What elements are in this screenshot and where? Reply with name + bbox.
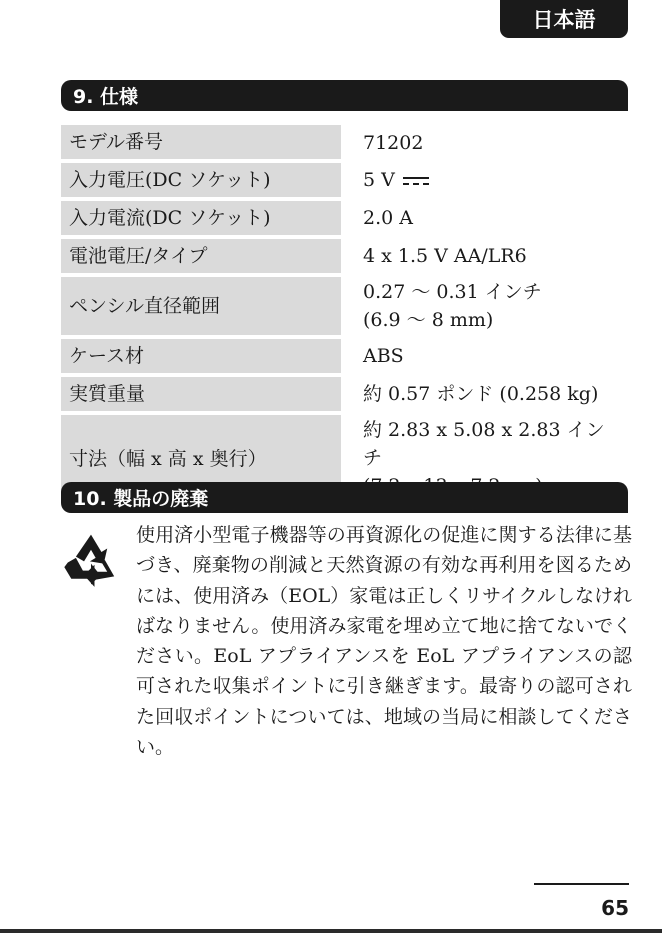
spec-value <box>341 125 628 161</box>
footer-rule <box>534 883 629 885</box>
spec-key: 実質重量 <box>61 375 341 413</box>
spec-row <box>61 237 628 275</box>
spec-value-line: 4 x 1.5 V AA/LR6 <box>363 245 527 267</box>
disposal-text: 使用済小型電子機器等の再資源化の促進に関する法律に基づき、廃棄物の削減と天然資源の有効な再利用を図るためには、使用済み（EOL）家電は正しくリサイクルしなければなりません。使用済み家電を埋め立て地に捨てないでください。EoL アプライアンスを EoL アプライアンスの認可された収集ポイントに引き継ぎます。最寄りの認可された回収ポイントについては、地域の当局に相談してください。 <box>136 524 632 759</box>
spec-value <box>341 237 628 275</box>
spec-value-line: 2.0 A <box>363 207 413 229</box>
spec-value <box>341 337 628 375</box>
recycle-icon <box>62 530 120 588</box>
spec-row <box>61 337 628 375</box>
spec-value-line: 71202 <box>363 132 424 154</box>
spec-row <box>61 375 628 413</box>
spec-row <box>61 125 628 161</box>
spec-value-line: (6.9 ～ 8 mm) <box>363 309 494 331</box>
section-9-title: 9. 仕様 <box>61 80 628 111</box>
spec-value <box>341 161 628 199</box>
section-10-title: 10. 製品の廃棄 <box>61 482 628 513</box>
spec-key: ペンシル直径範囲 <box>61 275 341 337</box>
spec-key: モデル番号 <box>61 125 341 161</box>
spec-value-line: 約 2.83 x 5.08 x 2.83 インチ <box>363 419 605 469</box>
spec-value <box>341 275 628 337</box>
spec-value-line: 約 0.57 ポンド (0.258 kg) <box>363 383 599 405</box>
spec-row <box>61 275 628 337</box>
spec-key: 電池電圧/タイプ <box>61 237 341 275</box>
spec-value-line: ABS <box>363 345 404 367</box>
spec-key: 入力電圧(DC ソケット) <box>61 161 341 199</box>
spec-key: 入力電流(DC ソケット) <box>61 199 341 237</box>
page-edge <box>0 929 662 933</box>
spec-row <box>61 199 628 237</box>
spec-row <box>61 161 628 199</box>
language-tab: 日本語 <box>500 0 628 38</box>
page-number: 65 <box>601 896 629 920</box>
spec-table <box>61 125 628 503</box>
spec-value-line: 0.27 ～ 0.31 インチ <box>363 281 542 303</box>
spec-value <box>341 199 628 237</box>
spec-value <box>341 375 628 413</box>
spec-key: ケース材 <box>61 337 341 375</box>
spec-value-line: 5 V <box>363 166 620 194</box>
spec-key: 寸法（幅 x 高 x 奥行） <box>61 413 341 503</box>
dc-symbol-icon <box>403 176 429 186</box>
